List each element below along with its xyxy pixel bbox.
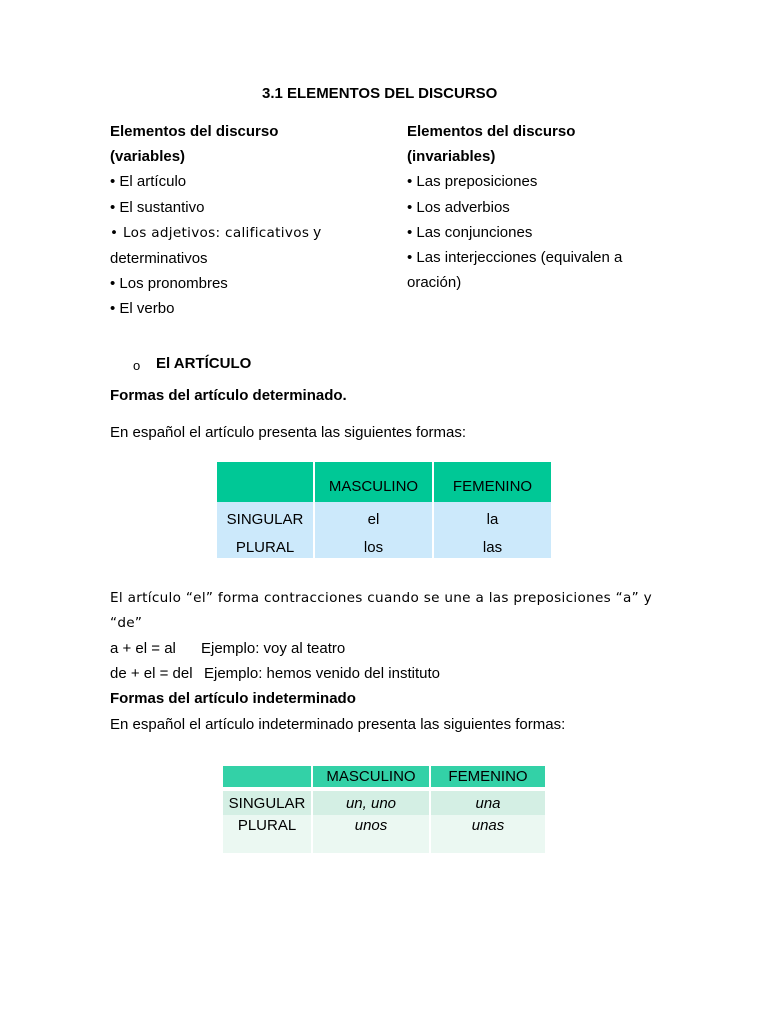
right-item: • Las conjunciones <box>407 223 533 241</box>
contraction-text-line-1: El artículo “el” forma contracciones cuando se une a las preposiciones “a” y <box>110 590 652 606</box>
left-item: • El sustantivo <box>110 198 205 216</box>
table-header-cell: FEMENINO <box>430 766 545 789</box>
right-heading-2: (invariables) <box>407 148 496 166</box>
right-item: • Las preposiciones <box>407 173 538 191</box>
determinate-intro: En español el artículo presenta las siguientes formas: <box>110 424 467 441</box>
table-cell: SINGULAR <box>217 502 314 536</box>
right-item: • Los adverbios <box>407 198 510 216</box>
example-2-text: Ejemplo: hemos venido del instituto <box>204 665 440 682</box>
table-cell: unos <box>312 815 430 853</box>
example-1-text: Ejemplo: voy al teatro <box>201 640 346 657</box>
left-heading-2: (variables) <box>110 148 186 166</box>
right-column <box>407 119 622 295</box>
table-cell: PLURAL <box>217 536 314 558</box>
table-cell: el <box>314 502 433 536</box>
table-cell: SINGULAR <box>223 789 312 815</box>
table-row <box>217 536 551 558</box>
left-column <box>110 119 321 322</box>
table-header-cell: MASCULINO <box>312 766 430 789</box>
table-cell: una <box>430 789 545 815</box>
table-header-row <box>217 462 551 502</box>
left-item: • El verbo <box>110 300 175 318</box>
left-heading-1: Elementos del discurso <box>110 123 279 140</box>
table-cell: los <box>314 536 433 558</box>
section-bullet: o <box>133 358 141 373</box>
table-cell: unas <box>430 815 545 853</box>
example-1-formula: a + el = al <box>110 640 176 657</box>
left-item: • Los adjetivos: calificativos y <box>110 223 321 241</box>
page-title: 3.1 ELEMENTOS DEL DISCURSO <box>262 85 498 102</box>
left-item: determinativos <box>110 250 208 268</box>
determinate-heading: Formas del artículo determinado. <box>110 387 347 404</box>
determinate-article-table <box>217 462 551 558</box>
section-heading: El ARTÍCULO <box>156 355 252 372</box>
right-heading-1: Elementos del discurso <box>407 123 576 140</box>
right-item: • Las interjecciones (equivalen a <box>407 249 623 267</box>
table-cell: las <box>433 536 551 558</box>
table-header-cell <box>223 766 312 789</box>
table-header-cell <box>217 462 314 502</box>
table-header-row <box>223 766 545 789</box>
indeterminate-article-table <box>223 766 545 853</box>
left-item: • Los pronombres <box>110 275 228 293</box>
table-row <box>217 502 551 536</box>
table-row <box>223 815 545 853</box>
table-cell: PLURAL <box>223 815 312 853</box>
contraction-text-line-2: “de” <box>110 615 143 631</box>
indeterminate-heading: Formas del artículo indeterminado <box>110 690 356 707</box>
table-cell: la <box>433 502 551 536</box>
right-item: oración) <box>407 274 462 292</box>
table-cell: un, uno <box>312 789 430 815</box>
example-2-formula: de + el = del <box>110 665 193 682</box>
table-row <box>223 789 545 815</box>
indeterminate-intro: En español el artículo indeterminado presenta las siguientes formas: <box>110 716 566 733</box>
table-header-cell: FEMENINO <box>433 462 551 502</box>
left-item: • El artículo <box>110 173 187 191</box>
table-header-cell: MASCULINO <box>314 462 433 502</box>
